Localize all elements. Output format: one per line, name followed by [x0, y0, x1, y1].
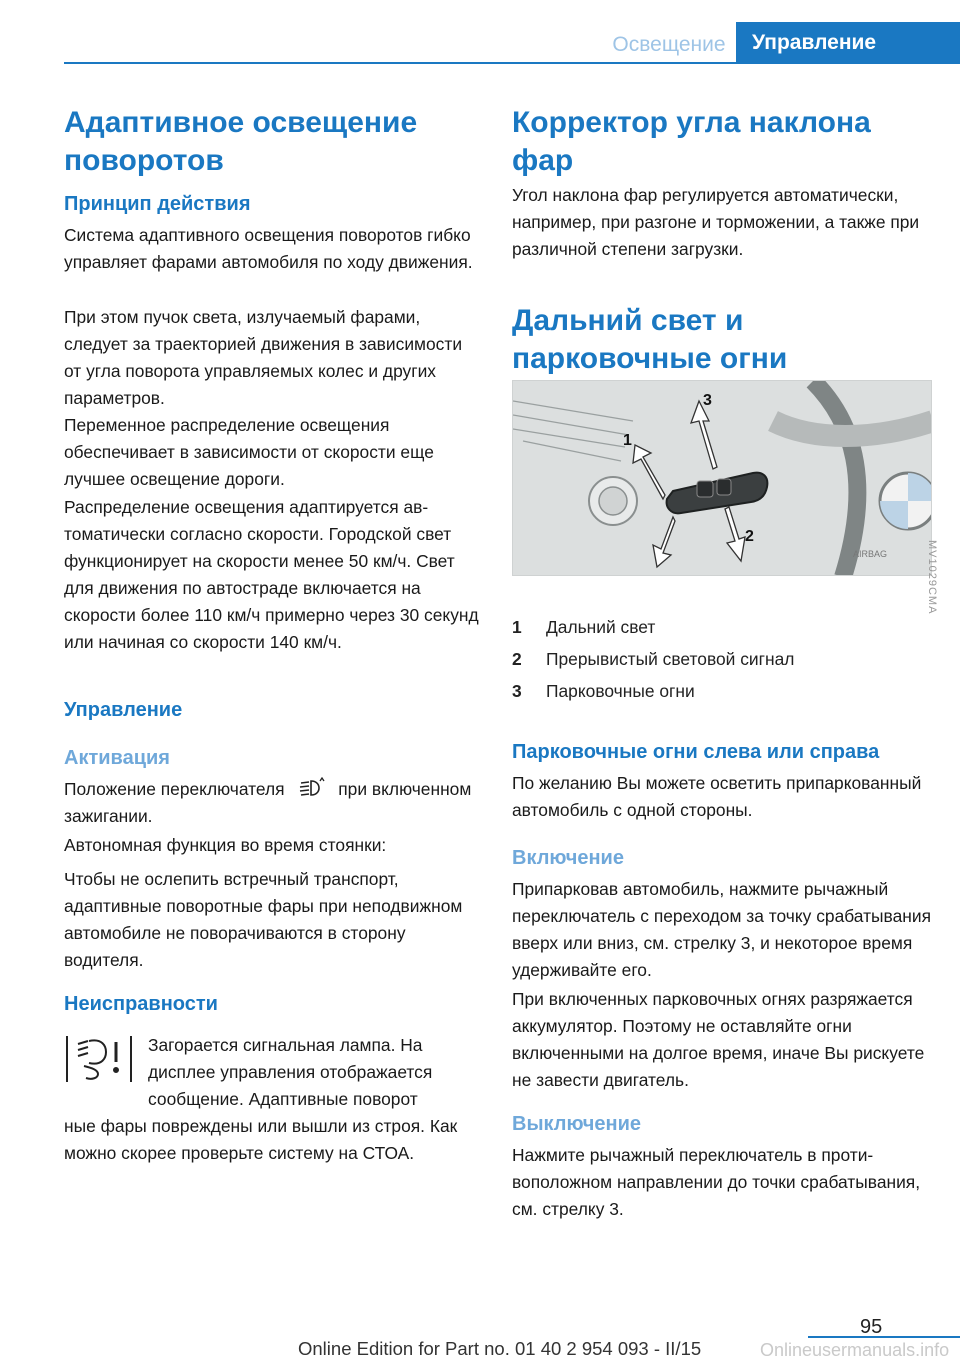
legend-text: Прерывистый световой сигнал [546, 649, 795, 669]
control-heading: Управление [64, 699, 183, 721]
footer-rule [808, 1336, 960, 1338]
parking-lights-heading: Парковочные огни слева или справа [512, 741, 880, 763]
page-number: 95 [860, 1316, 883, 1338]
activation-paragraph-1 [64, 776, 480, 830]
edition-note: Online Edition for Part no. 01 40 2 954 093 - II/15 [298, 1338, 702, 1359]
svg-text:1: 1 [623, 432, 632, 449]
header-rule [64, 62, 960, 64]
section-tab[interactable]: Освещение [612, 33, 726, 56]
legend-number: 1 [512, 617, 522, 637]
activation-paragraph-3: Чтобы не ослепить встречный транспорт, адаптивные поворотные фары при неподвижном автомобиле не поворачиваются в сторону водителя. [64, 869, 463, 970]
svg-text:3: 3 [703, 392, 712, 409]
legend-number: 3 [512, 681, 522, 701]
photo-reference-code: MV1029CMA [926, 540, 938, 615]
legend-text: Дальний свет [546, 617, 656, 637]
activation-text-b: при включенном зажигании. [64, 779, 472, 826]
chapter-tab[interactable]: Управление [736, 22, 960, 62]
parking-paragraph: По желанию Вы можете осветить припаркованный автомобиль с одной стороны. [512, 773, 922, 820]
svg-text:2: 2 [745, 528, 754, 545]
principle-paragraph-4: Распределение освещения адаптируется автоматически согласно скорости. Городской свет функционирует на скорости менее 50 км/ч. Свет для движения по автостраде включается на скорости более 110 км/ч примерно через 30 секунд или начиная со скорости 140 км/ч. [64, 497, 479, 652]
switch-off-heading: Выключение [512, 1113, 642, 1135]
principle-paragraph-3: Переменное распределение освещения обеспечивает в зависимости от скорости еще лучшее освещение дороги. [64, 415, 434, 489]
steering-column-lever-photo [512, 380, 932, 576]
switch-on-heading: Включение [512, 847, 624, 869]
switch-on-paragraph-2: При включенных парковочных огнях разряжается аккумулятор. Поэтому не оставляйте огни включенными на долгое время, иначе Вы рискуете не завести двигатель. [512, 989, 925, 1090]
watermark: Onlineusermanuals.info [760, 1340, 950, 1360]
switch-off-paragraph: Нажмите рычажный переключатель в противоположном направлении до точки срабатывания, см. стрелку 3. [512, 1145, 921, 1219]
svg-text:AIRBAG: AIRBAG [853, 549, 888, 559]
principle-paragraph-2: При этом пучок света, излучаемый фарами, следует за траекторией движения в зависимости от угла поворота управляемых колес и других параметров. [64, 307, 463, 408]
headlight-corrector-title: Корректор угла наклона фар [512, 106, 871, 177]
high-beam-title: Дальний свет и парковочные огни [512, 304, 788, 375]
faults-paragraph-continued: ные фары повреждены или вышли из строя. Как можно скорее проверьте систему на СТОА. [64, 1116, 458, 1163]
corrector-paragraph: Угол наклона фар регулируется автоматически, например, при разгоне и торможении, а также при различной степени загрузки. [512, 185, 920, 259]
adaptive-light-warning-icon [64, 1032, 134, 1086]
principle-heading: Принцип действия [64, 193, 251, 215]
faults-heading: Неисправности [64, 993, 218, 1015]
auto-headlight-switch-icon [289, 777, 333, 799]
activation-heading: Активация [64, 747, 170, 769]
page-header [0, 0, 960, 64]
principle-paragraph-1: Система адаптивного освещения поворотов гибко управляет фарами автомобиля по ходу движения. [64, 225, 473, 272]
activation-paragraph-2: Автономная функция во время стоянки: [64, 835, 387, 855]
legend-text: Парковочные огни [546, 681, 695, 701]
activation-text-a: Положение переключателя [64, 779, 285, 799]
faults-paragraph-indented: Загорается сигнальная лампа. На дисплее управления отображается сообщение. Адаптивные поворот [148, 1035, 433, 1109]
legend-number: 2 [512, 649, 522, 669]
switch-on-paragraph-1: Припарковав автомобиль, нажмите рычажный переключатель с переходом за точку срабатывания вверх или вниз, см. стрелку 3, и некоторое время удерживайте его. [512, 879, 932, 980]
adaptive-lighting-title: Адаптивное освещение поворотов [64, 106, 418, 177]
